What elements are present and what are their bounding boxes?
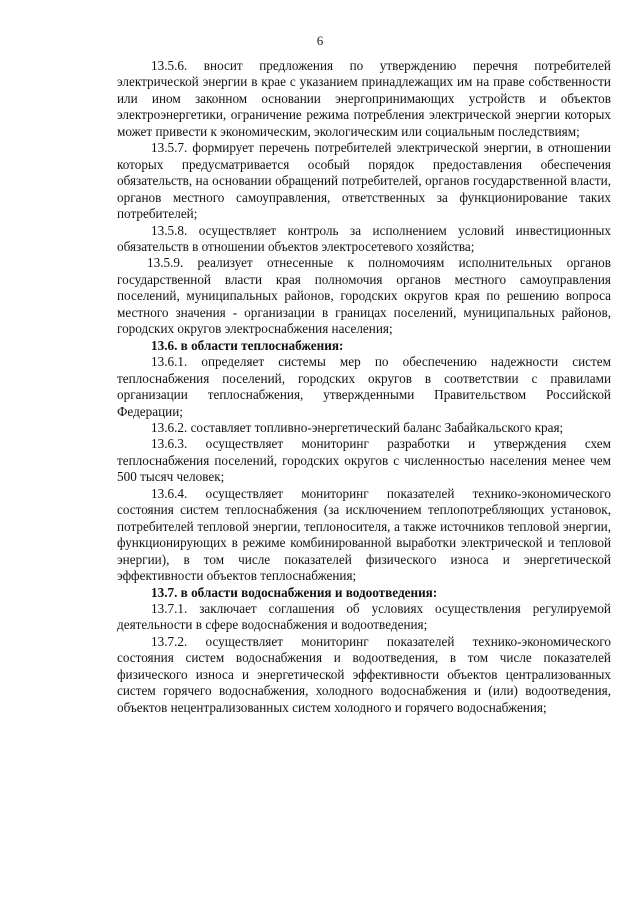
document-body — [117, 58, 611, 716]
section-heading-water-supply: 13.7. в области водоснабжения и водоотведения: — [151, 584, 438, 600]
paragraph-13-5-8: 13.5.8. осуществляет контроль за исполнением условий инвестиционных обязательств в отношении объектов электросетевого хозяйства; — [117, 222, 611, 254]
paragraph-13-5-9: 13.5.9. реализует отнесенные к полномочиям исполнительных органов государственной власти края полномочия органов местного самоуправления поселений, муниципальных районов, городских округов края по решению вопроса местного значения - организации в границах поселений, муниципальных районов, городских округов электроснабжения населения; — [117, 255, 611, 337]
paragraph-13-6-3: 13.6.3. осуществляет мониторинг разработки и утверждения схем теплоснабжения поселений, городских округов с численностью населения менее чем 500 тысяч человек; — [117, 436, 611, 485]
paragraph-13-6-2: 13.6.2. составляет топливно-энергетический баланс Забайкальского края; — [151, 419, 564, 435]
page-number: 6 — [316, 33, 324, 48]
section-heading-heat-supply: 13.6. в области теплоснабжения: — [151, 337, 344, 353]
paragraph-13-5-6: 13.5.6. вносит предложения по утверждению перечня потребителей электрической энергии в крае с указанием принадлежащих им на праве собственности или ином законном основании энергопринимающих устройств и объектов электроэнергетики, ограничение режима потребления электрической энергии которых может привести к экономическим, экологическим или социальным последствиям; — [117, 58, 611, 139]
paragraph-13-6-4: 13.6.4. осуществляет мониторинг показателей технико-экономического состояния систем теплоснабжения (за исключением теплопотребляющих установок, потребителей тепловой энергии, теплоносителя, а также источников тепловой энергии, функционирующих в режиме комбинированной выработки электрической и тепловой энергии), в том числе показателей физического износа и энергетической эффективности объектов теплоснабжения; — [117, 485, 611, 584]
paragraph-13-5-7: 13.5.7. формирует перечень потребителей электрической энергии, в отношении которых предусматривается особый порядок предоставления обеспечения обязательств, на основании обращений потребителей, органов государственной власти, органов местного самоуправления, ответственных за функционирование таких потребителей; — [117, 140, 611, 222]
paragraph-13-7-1: 13.7.1. заключает соглашения об условиях осуществления регулируемой деятельности в сфере водоснабжения и водоотведения; — [117, 600, 611, 633]
paragraph-13-6-1: 13.6.1. определяет системы мер по обеспечению надежности систем теплоснабжения поселений, городских округов в соответствии с правилами организации теплоснабжения, утвержденными Правительством Российской Федерации; — [117, 354, 611, 419]
paragraph-13-7-2: 13.7.2. осуществляет мониторинг показателей технико-экономического состояния систем водоснабжения и водоотведения, в том числе показателей физического износа и энергетической эффективности объектов централизованных систем горячего водоснабжения, холодного водоснабжения и (или) водоотведения, объектов нецентрализованных систем холодного и горячего водоснабжения; — [117, 633, 611, 715]
